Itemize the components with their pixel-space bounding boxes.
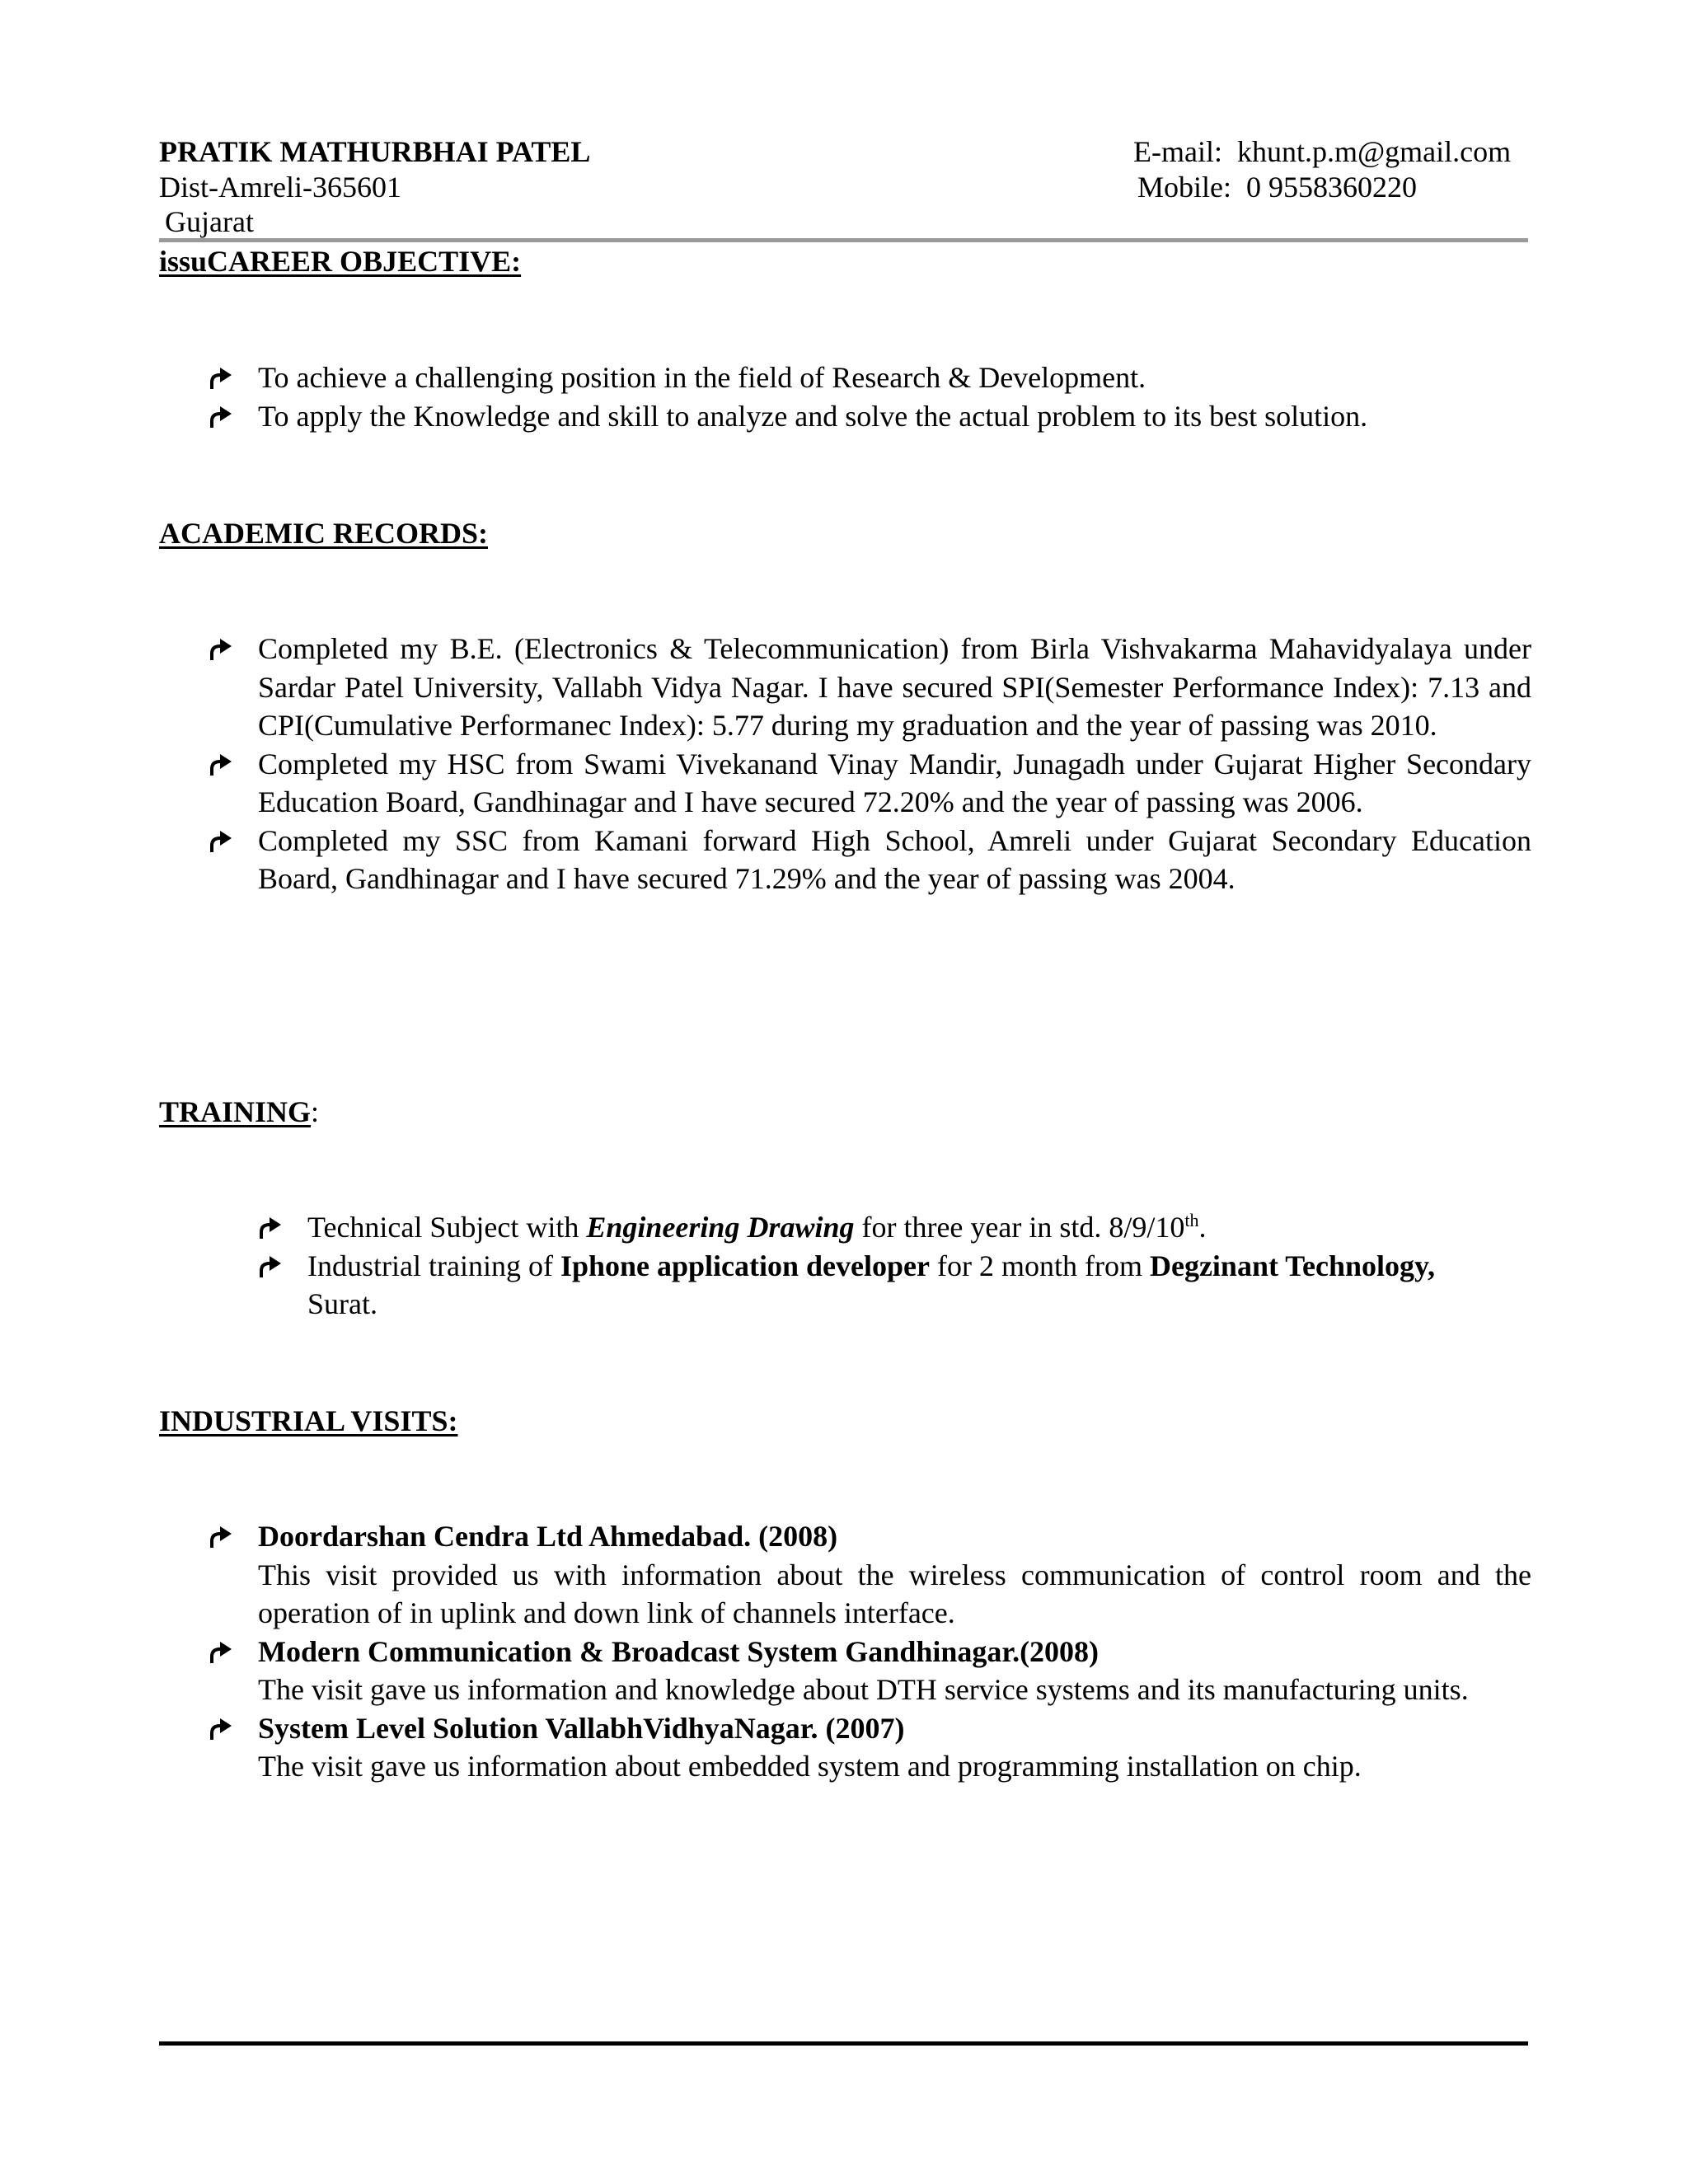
list-item: Industrial training of Iphone application developer for 2 month from Degzinant Technology, Surat. <box>307 1247 1503 1324</box>
list-item <box>258 1709 1531 1786</box>
list-item: Completed my HSC from Swami Vivekanand Vinay Mandir, Junagadh under Gujarat Higher Secondary Education Board, Gandhinagar and I have secured 72.20% and the year of passing was 2006. <box>258 745 1531 822</box>
list-item: To apply the Knowledge and skill to analyze and solve the actual problem to its best solution. <box>258 397 1531 436</box>
academic-records-heading: ACADEMIC RECORDS: <box>159 517 489 550</box>
email-label: E-mail: <box>1133 135 1222 168</box>
visit-title: Modern Communication & Broadcast System Gandhinagar.(2008) <box>258 1634 1100 1668</box>
industrial-visits-list <box>258 1517 1531 1786</box>
curved-arrow-bullet-icon <box>209 1717 233 1741</box>
career-objective-list <box>258 359 1531 435</box>
curved-arrow-bullet-icon <box>209 1640 233 1665</box>
mobile-label: Mobile: <box>1137 171 1231 204</box>
header-divider <box>159 238 1528 242</box>
list-item <box>258 1633 1531 1709</box>
career-objective-heading: issuCAREER OBJECTIVE: <box>159 245 522 278</box>
list-item: To achieve a challenging position in the field of Research & Development. <box>258 359 1531 397</box>
curved-arrow-bullet-icon <box>258 1254 283 1279</box>
visit-title: Doordarshan Cendra Ltd Ahmedabad. (2008) <box>258 1520 838 1553</box>
list-item: Completed my B.E. (Electronics & Telecommunication) from Birla Vishvakarma Mahavidyalaya under Sardar Patel University, Vallabh Vidya Nagar. I have secured SPI(Semester Performance Index): 7.13 and CPI(Cumulative Performanec Index): 5.77 during my graduation and the year of passing was 2010. <box>258 630 1531 745</box>
curved-arrow-bullet-icon <box>209 829 233 854</box>
visit-description: This visit provided us with information about the wireless communication of control room and the operation of in uplink and down link of channels interface. <box>258 1558 1531 1629</box>
visit-description: The visit gave us information and knowledge about DTH service systems and its manufacturing units. <box>258 1673 1469 1706</box>
curved-arrow-bullet-icon <box>258 1216 283 1240</box>
candidate-name: PRATIK MATHURBHAI PATEL <box>159 135 591 168</box>
list-item: Completed my SSC from Kamani forward High School, Amreli under Gujarat Secondary Education Board, Gandhinagar and I have secured 71.29% and the year of passing was 2004. <box>258 822 1531 898</box>
address-line-2: Gujarat <box>165 205 254 238</box>
email-value[interactable]: khunt.p.m@gmail.com <box>1236 135 1512 168</box>
mobile-value: 0 9558360220 <box>1246 171 1417 204</box>
training-heading: TRAINING: <box>159 1095 320 1128</box>
list-item <box>258 1517 1531 1633</box>
academic-records-list <box>258 630 1531 898</box>
curved-arrow-bullet-icon <box>209 366 233 391</box>
curved-arrow-bullet-icon <box>209 1525 233 1549</box>
curved-arrow-bullet-icon <box>209 637 233 662</box>
curved-arrow-bullet-icon <box>209 405 233 429</box>
training-list <box>307 1208 1503 1324</box>
visit-title: System Level Solution VallabhVidhyaNagar. (2007) <box>258 1711 905 1745</box>
footer-divider <box>159 2041 1528 2046</box>
industrial-visits-heading: INDUSTRIAL VISITS: <box>159 1404 458 1437</box>
curved-arrow-bullet-icon <box>209 752 233 777</box>
visit-description: The visit gave us information about embedded system and programming installation on chip. <box>258 1750 1362 1783</box>
list-item: Technical Subject with Engineering Drawing for three year in std. 8/9/10th. <box>307 1208 1503 1247</box>
address-line-1: Dist-Amreli-365601 <box>159 171 401 204</box>
mobile-row <box>1137 170 1417 204</box>
email-row <box>1133 134 1511 169</box>
